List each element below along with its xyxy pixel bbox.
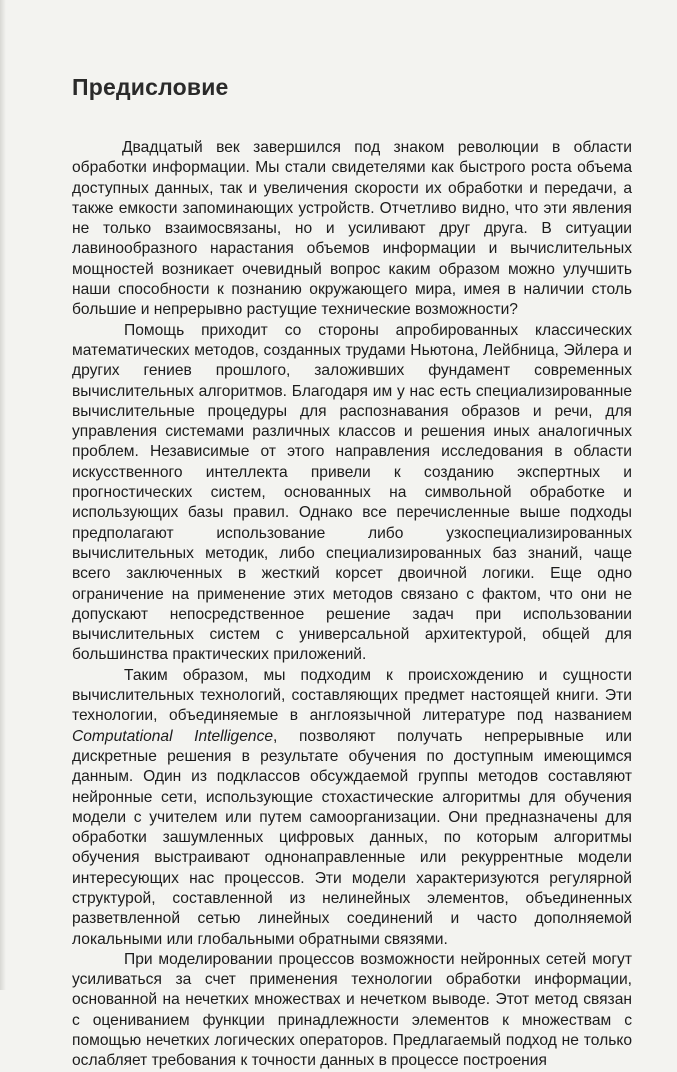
- term-computational-intelligence: Computational Intelligence: [72, 727, 274, 745]
- paragraph-3-lead: Таким образом, мы подходим к происхождению и сущности вычислительных технологий, составляющих предмет настоящей книги. Эти технологии, объединяемые в англоязычной литературе под названием: [72, 666, 632, 725]
- paragraph-4: При моделировании процессов возможности нейронных сетей могут усиливаться за счет применения технологии обработки информации, основанной на нечетких множествах и нечетком выводе. Этот метод связан с оцениванием функции принадлежности элементов к множествам с помощью нечетких логических операторов. Предлагаемый подход не только ослабляет требования к точности данных в процессе построения: [72, 950, 632, 1070]
- page-title: Предисловие: [72, 74, 229, 100]
- paragraph-3: [72, 666, 632, 950]
- paragraph-2: Помощь приходит со стороны апробированных классических математических методов, созданных трудами Ньютона, Лейбница, Эйлера и других гениев прошлого, заложивших фундамент современных вычислительных алгоритмов. Благодаря им у нас есть специализированные вычислительные процедуры для распознавания образов и речи, для управления системами различных классов и решения иных аналогичных проблем. Независимые от этого направления исследования в области искусственного интеллекта привели к созданию экспертных и прогностических систем, основанных на символьной обработке и использующих базы правил. Однако все перечисленные выше подходы предполагают использование либо узкоспециализированных вычислительных методик, либо специализированных баз знаний, чаще всего заключенных в жесткий корсет двоичной логики. Еще одно ограничение на применение этих методов связано с фактом, что они не допускают непосредственное решение задач при использовании вычислительных систем с универсальной архитектурой, общей для большинства практических приложений.: [72, 321, 632, 664]
- paragraph-3-rest: , позволяют получать непрерывные или дискретные решения в результате обучения по доступным имеющимся данным. Один из подклассов обсуждаемой группы методов составляют нейронные сети, использующие стохастические алгоритмы для обучения модели с учителем или путем самоорганизации. Они предназначены для обработки зашумленных цифровых данных, по которым алгоритмы обучения выстраивают однонаправленные или рекуррентные модели интересующих нас процессов. Эти модели характеризуются регулярной структурой, составленной из нелинейных элементов, объединенных разветвленной сетью линейных соединений и часто дополняемой локальными или глобальными обратными связями.: [72, 727, 632, 948]
- body-text: [72, 138, 632, 1072]
- paragraph-1: Двадцатый век завершился под знаком революции в области обработки информации. Мы стали свидетелями как быстрого роста объема доступных данных, так и увеличения скорости их обработки и передачи, а также емкости запоминающих устройств. Отчетливо видно, что эти явления не только взаимосвязаны, но и усиливают друг друга. В ситуации лавинообразного нарастания объемов информации и вычислительных мощностей возникает очевидный вопрос каким образом можно улучшить наши способности к познанию окружающего мира, имея в наличии столь большие и непрерывно растущие технические возможности?: [72, 139, 632, 319]
- page-edge: [0, 0, 6, 990]
